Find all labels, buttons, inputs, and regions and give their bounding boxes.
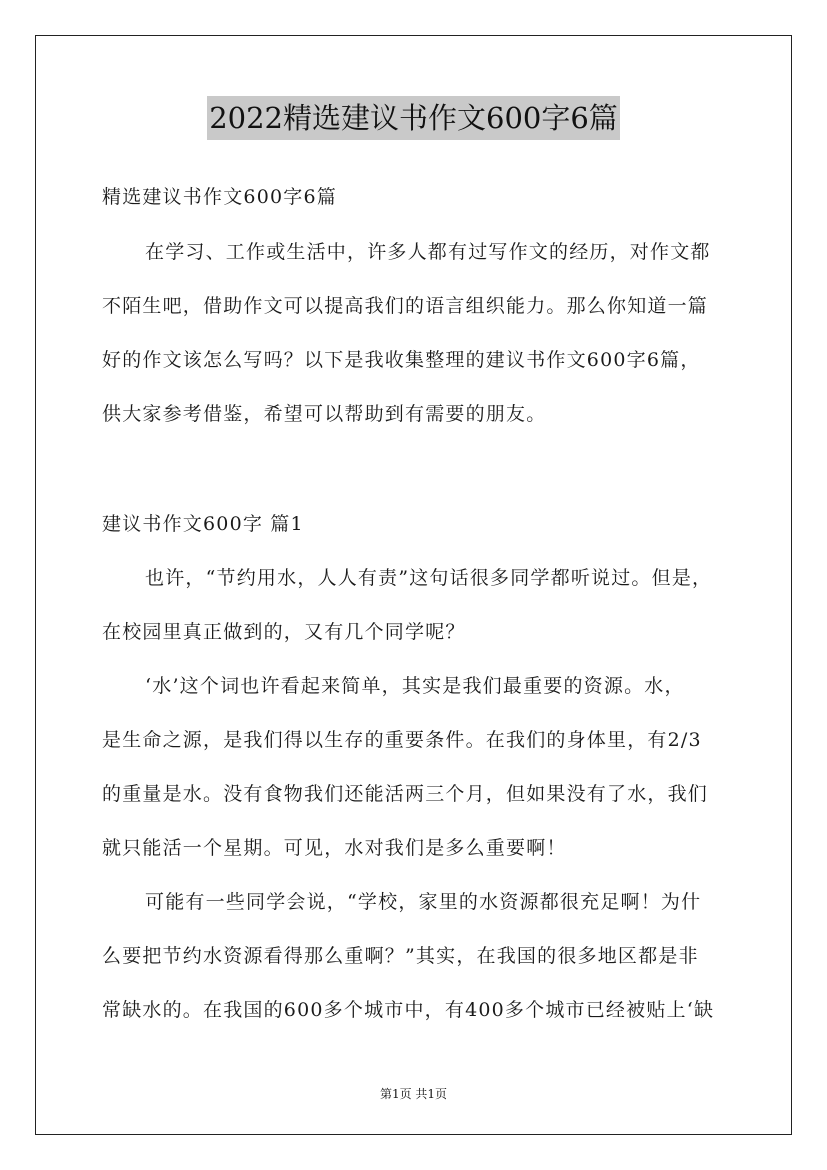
intro-line: 不陌生吧，借助作文可以提高我们的语言组织能力。那么你知道一篇 (102, 295, 709, 317)
page-footer: 第1页 共1页 (379, 1087, 448, 1101)
document-title: 2022精选建议书作文600字6篇 (207, 96, 620, 140)
paragraph-line: 可能有一些同学会说，“学校，家里的水资源都很充足啊！为什 (145, 891, 702, 913)
paragraph-line: 的重量是水。没有食物我们还能活两三个月，但如果没有了水，我们 (102, 783, 709, 805)
paragraph-line: 常缺水的。在我国的600多个城市中，有400多个城市已经被贴上‘缺 (102, 999, 715, 1021)
paragraph-line: 也许，“节约用水，人人有责”这句话很多同学都听说过。但是， (145, 567, 713, 589)
paragraph-line: 么要把节约水资源看得那么重啊？”其实，在我国的很多地区都是非 (102, 945, 699, 967)
paragraph-line: 在校园里真正做到的，又有几个同学呢？ (102, 621, 466, 643)
document-subtitle: 精选建议书作文600字6篇 (102, 186, 337, 208)
intro-line: 供大家参考借鉴，希望可以帮助到有需要的朋友。 (102, 403, 547, 425)
intro-line: 在学习、工作或生活中，许多人都有过写作文的经历，对作文都 (145, 241, 711, 263)
title-container (0, 96, 827, 140)
intro-line: 好的作文该怎么写吗？以下是我收集整理的建议书作文600字6篇， (102, 349, 701, 371)
section-heading: 建议书作文600字 篇1 (102, 513, 304, 535)
paragraph-line: 就只能活一个星期。可见，水对我们是多么重要啊！ (102, 837, 567, 859)
paragraph-line: 是生命之源，是我们得以生存的重要条件。在我们的身体里，有2/3 (102, 729, 702, 751)
paragraph-line: ‘水’这个词也许看起来简单，其实是我们最重要的资源。水， (145, 675, 685, 697)
